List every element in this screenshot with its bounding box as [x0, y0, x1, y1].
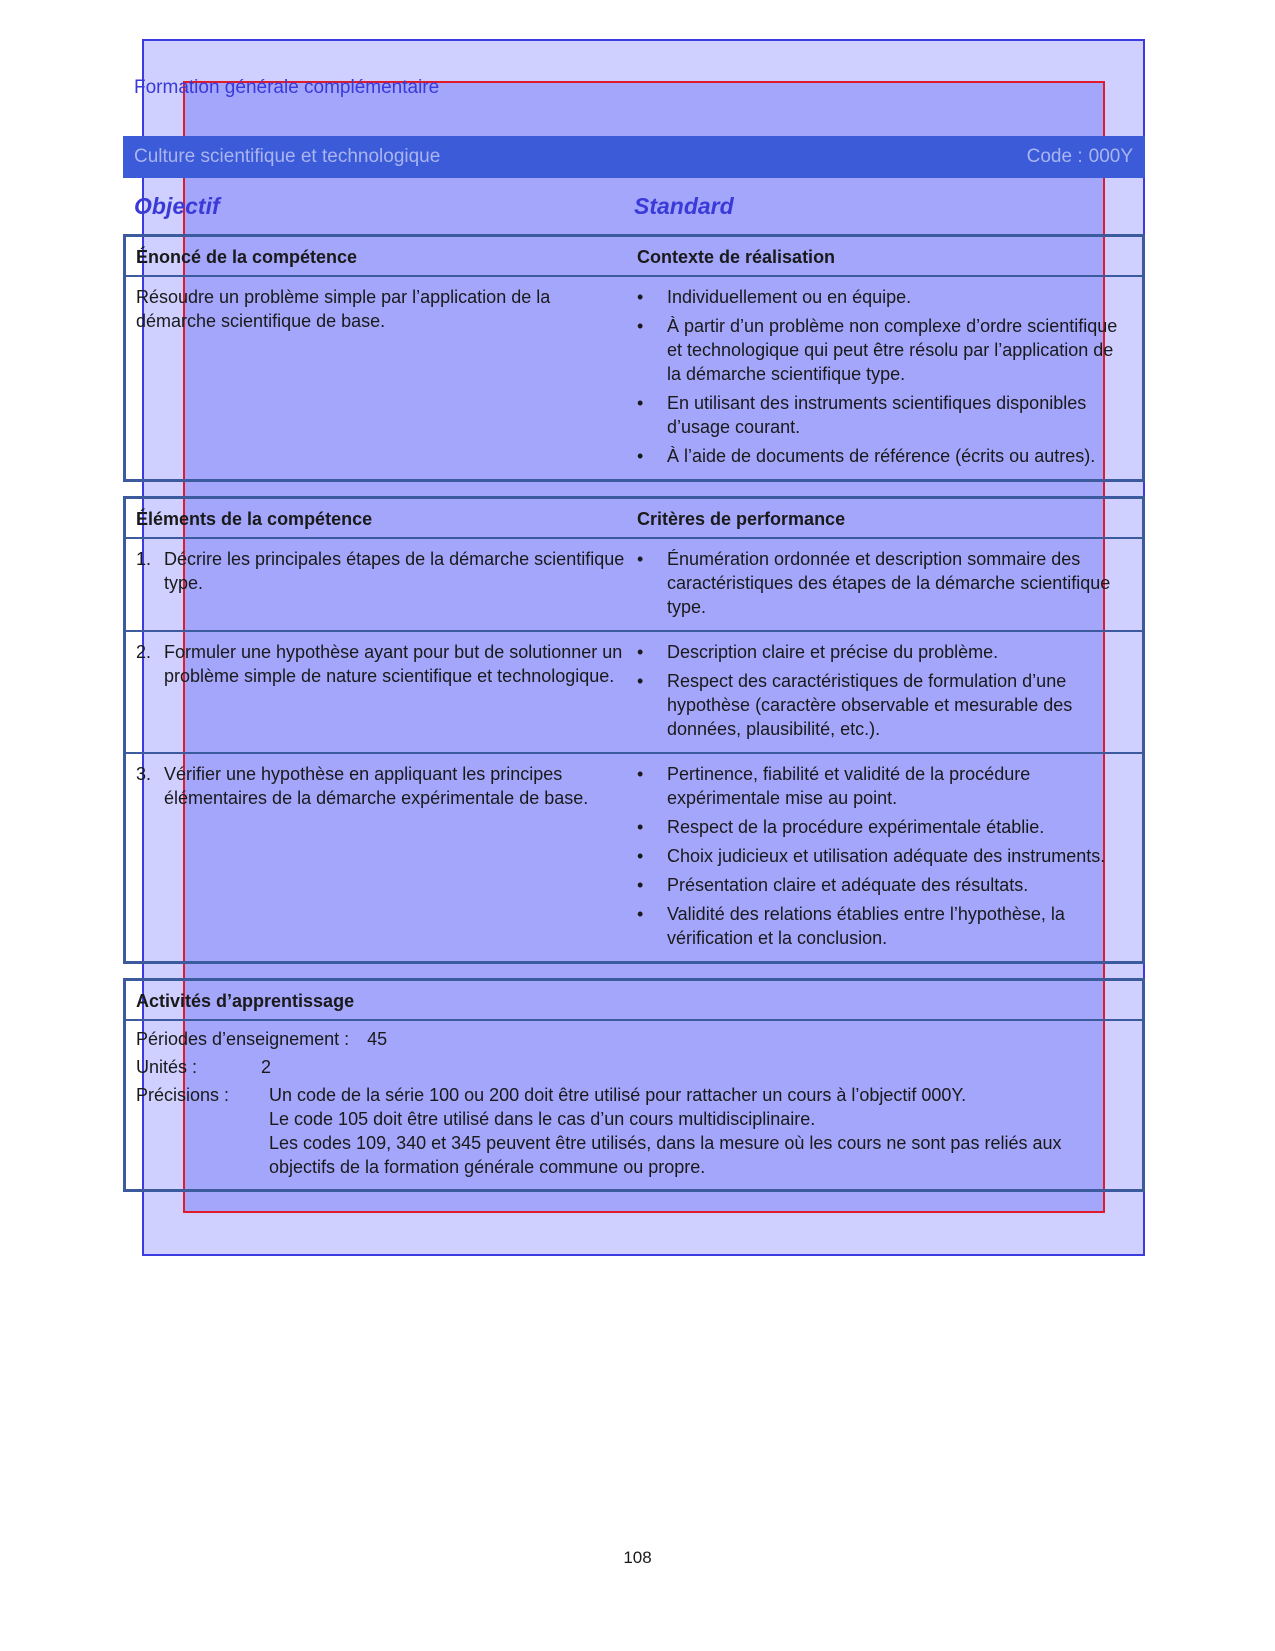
objective-heading: Objectif — [134, 192, 220, 219]
competence-statement: Résoudre un problème simple par l’application de la démarche scientifique de base. — [136, 287, 551, 331]
activities-box — [123, 978, 1145, 1192]
competence-body-row — [126, 277, 1142, 479]
context-item: • Individuellement ou en équipe. — [637, 285, 1132, 309]
criterion-item: • Respect des caractéristiques de formulation d’une hypothèse (caractère observable et mesurable des données, plausibilité, etc.). — [637, 669, 1132, 741]
criteria-list — [637, 547, 1132, 619]
precisions-row — [136, 1083, 1132, 1179]
document-content — [123, 70, 1145, 1192]
elements-header: Éléments de la compétence — [136, 509, 373, 529]
element-number: 1. — [136, 549, 152, 569]
context-header: Contexte de réalisation — [637, 247, 836, 267]
activities-header: Activités d’apprentissage — [136, 991, 355, 1011]
activities-body — [126, 1021, 1142, 1189]
element-row — [126, 632, 1142, 754]
page-number: 108 — [623, 1548, 652, 1567]
code-label: Code : — [1026, 146, 1083, 167]
periods-label: Périodes d’enseignement : — [136, 1029, 350, 1049]
element-number: 3. — [136, 764, 152, 784]
criterion-item: • Énumération ordonnée et description sommaire des caractéristiques des étapes de la démarche scientifique type. — [637, 547, 1132, 619]
criteria-header: Critères de performance — [637, 509, 846, 529]
criteria-list — [637, 640, 1132, 741]
precision-line: Un code de la série 100 ou 200 doit être utilisé pour rattacher un cours à l’objectif 000Y. — [269, 1085, 967, 1105]
element-row — [126, 754, 1142, 961]
precisions-text — [269, 1083, 1132, 1179]
element-text: Formuler une hypothèse ayant pour but de solutionner un problème simple de nature scientifique et technologique. — [164, 642, 623, 686]
units-value: 2 — [261, 1057, 272, 1077]
standard-heading: Standard — [634, 192, 734, 219]
criterion-item: • Respect de la procédure expérimentale établie. — [637, 815, 1132, 839]
criteria-list — [637, 762, 1132, 950]
objective-standard-headings — [123, 178, 1145, 234]
context-item: • À partir d’un problème non complexe d’ordre scientifique et technologique qui peut être résolu par l’application de la démarche scientifique type. — [637, 314, 1132, 386]
elements-box — [123, 496, 1145, 964]
competence-statement-header: Énoncé de la compétence — [136, 247, 358, 267]
precision-line: Le code 105 doit être utilisé dans le cas d’un cours multidisciplinaire. — [269, 1109, 816, 1129]
activities-header-row — [126, 981, 1142, 1021]
criterion-item: • Pertinence, fiabilité et validité de la procédure expérimentale mise au point. — [637, 762, 1132, 810]
element-text: Vérifier une hypothèse en appliquant les principes élémentaires de la démarche expérimentale de base. — [164, 764, 589, 808]
criterion-item: • Description claire et précise du problème. — [637, 640, 1132, 664]
periods-value: 45 — [367, 1029, 388, 1049]
competence-header-row — [126, 237, 1142, 277]
context-item: • En utilisant des instruments scientifiques disponibles d’usage courant. — [637, 391, 1132, 439]
element-row — [126, 539, 1142, 632]
context-list — [637, 285, 1132, 468]
element-text: Décrire les principales étapes de la démarche scientifique type. — [164, 549, 625, 593]
criterion-item: • Validité des relations établies entre l’hypothèse, la vérification et la conclusion. — [637, 902, 1132, 950]
units-row — [136, 1055, 1132, 1079]
competence-box — [123, 234, 1145, 482]
precision-line: Les codes 109, 340 et 345 peuvent être utilisés, dans la mesure où les cours ne sont pas reliés aux objectifs de la formation générale commune ou propre. — [269, 1133, 1062, 1177]
element-number: 2. — [136, 642, 152, 662]
periods-row — [136, 1027, 1132, 1051]
units-label: Unités : — [136, 1057, 198, 1077]
elements-header-row — [126, 499, 1142, 539]
context-item: • À l’aide de documents de référence (écrits ou autres). — [637, 444, 1132, 468]
document-title: Formation générale complémentaire — [134, 77, 440, 98]
criterion-item: • Présentation claire et adéquate des résultats. — [637, 873, 1132, 897]
code-value: 000Y — [1088, 146, 1133, 167]
subject-code — [1027, 146, 1133, 168]
subject-title: Culture scientifique et technologique — [134, 146, 441, 167]
precisions-label: Précisions : — [136, 1085, 230, 1105]
subject-banner — [123, 136, 1145, 178]
criterion-item: • Choix judicieux et utilisation adéquate des instruments. — [637, 844, 1132, 868]
